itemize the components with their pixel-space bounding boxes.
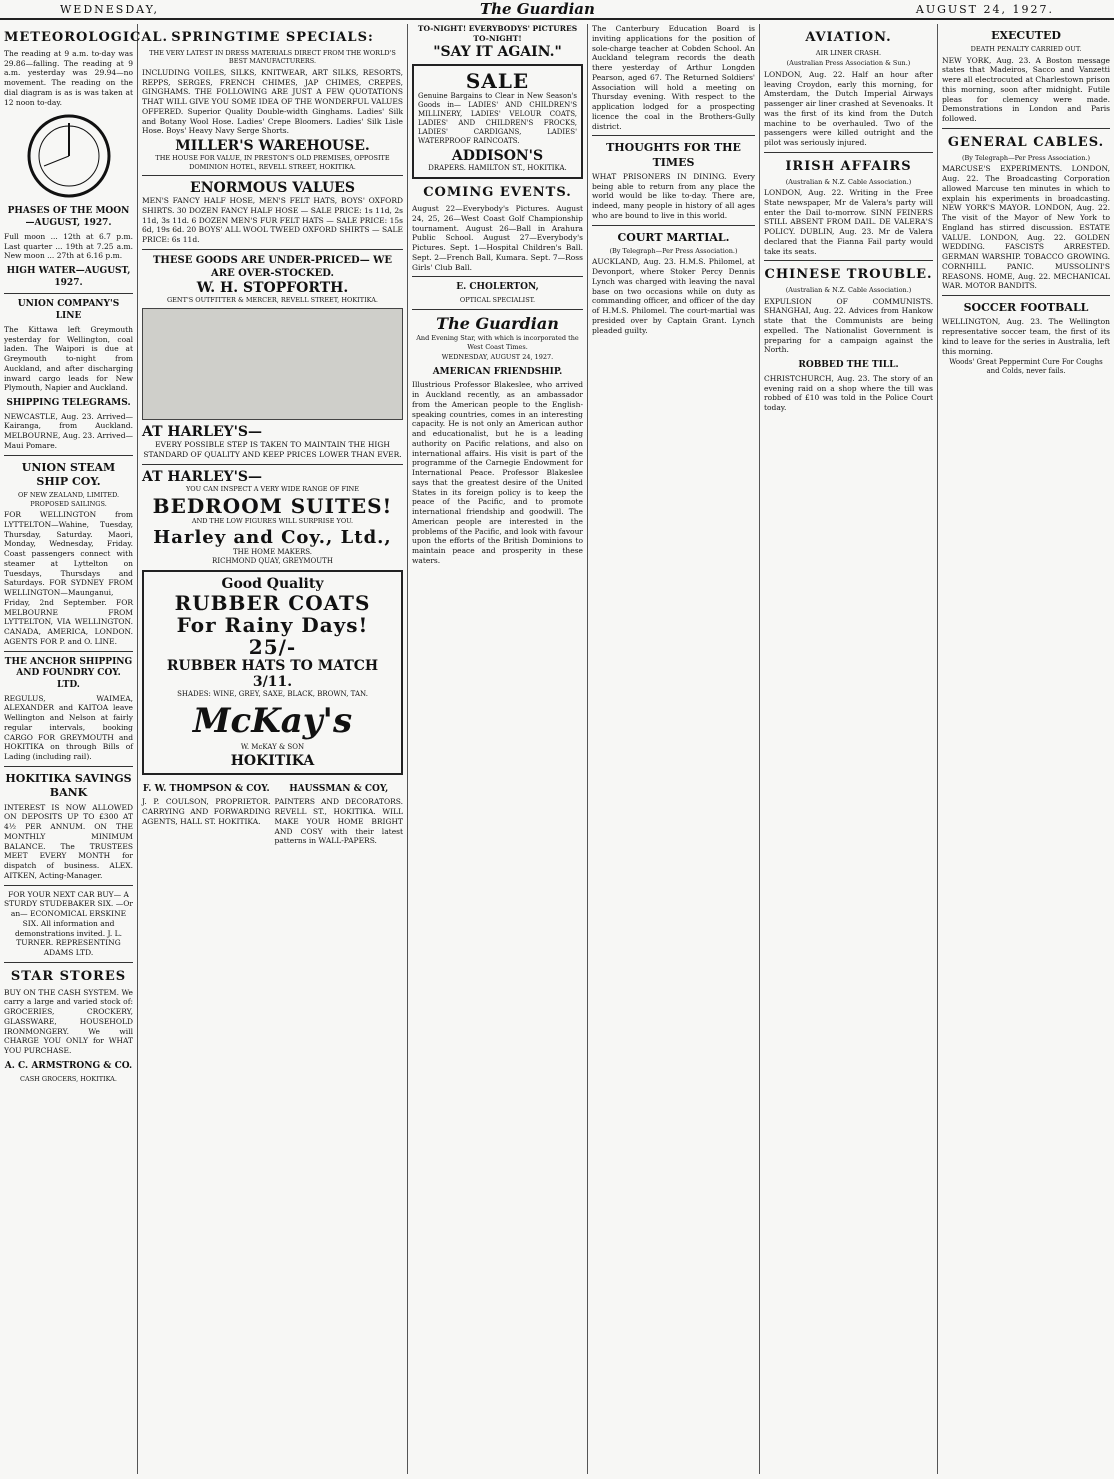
haussman-name: HAUSSMAN & COY, — [289, 783, 389, 794]
irish-affairs-source: (Australian & N.Z. Cable Association.) — [785, 177, 912, 186]
column-1 — [0, 24, 169, 1474]
anchor-shipping-text: REGULUS, WAIMEA, ALEXANDER and KAITOA leave Wellington and Nelson at fairly regular intervals, booking CARGO FOR GREYMOUTH and HOKITIKA on through Bills of Lading (including rail). — [4, 693, 133, 762]
star-stores-title: STAR STORES — [10, 968, 127, 984]
general-cables-source: (By Telegraph—Per Press Association.) — [961, 153, 1091, 162]
optician-subtitle: OPTICAL SPECIALIST. — [459, 296, 536, 305]
executed-subtitle: DEATH PENALTY CARRIED OUT. — [970, 45, 1082, 54]
spring-specials-title: SPRINGTIME SPECIALS: — [171, 30, 374, 45]
harleys-text-1: EVERY POSSIBLE STEP IS TAKEN TO MAINTAIN THE HIGH STANDARD OF QUALITY AND KEEP PRICES LOWER THAN EVER. — [143, 440, 402, 460]
rainy-days: For Rainy Days! — [176, 613, 369, 637]
enormous-values-text: MEN'S FANCY HALF HOSE, MEN'S FELT HATS, BOYS' OXFORD SHIRTS. 30 DOZEN FANCY HALF HOSE — SALE PRICE: 1s 11d, 2s 11d, 3s 11d. 6 DOZEN MEN'S FUR FELT HATS — SALE PRICE: 15s 6d, 19s 6d. 20 BOYS' ALL WOOL TWEED OXFORD SHIRTS — SALE PRICE: 6s 11d. — [142, 196, 403, 245]
rubber-hats: RUBBER HATS TO MATCH — [166, 658, 379, 674]
column-3 — [408, 24, 588, 1474]
sale-text: Genuine Bargains to Clear in New Season's Goods in— LADIES' AND CHILDREN'S MILLINERY, LADIES' VELOUR COATS, LADIES' AND CHILDREN'S FROCKS, LADIES' CARDIGANS, LADIES' WATERPROOF RAINCOATS. — [418, 91, 577, 146]
court-martial-title: COURT MARTIAL. — [617, 230, 730, 244]
addisons-name: ADDISON'S — [451, 148, 544, 165]
robbed-till-title: ROBBED THE TILL. — [798, 360, 899, 371]
optician-name: E. CHOLERTON, — [456, 282, 539, 293]
chinese-trouble-text: EXPULSION OF COMMUNISTS. SHANGHAI, Aug. 22. Advices from Hankow state that the Communists are being expelled. The Nationalist Government is preparing for a campaign against the North. — [764, 296, 933, 355]
thoughts-text: WHAT PRISONERS IN DINING. Every being able to return from any place the world would be like to-day. There are, indeed, many people in history of all ages who are bound to live in this world. — [592, 171, 755, 220]
general-cables-title: GENERAL CABLES. — [947, 134, 1105, 150]
rubber-coats: RUBBER COATS — [174, 591, 371, 615]
say-it-again: "SAY IT AGAIN." — [433, 43, 562, 60]
masthead — [0, 0, 1114, 20]
furniture-illustration — [142, 308, 403, 420]
harley-home-makers: THE HOME MAKERS. — [232, 547, 313, 556]
star-stores-text: BUY ON THE CASH SYSTEM. We carry a large and varied stock of: GROCERIES, CROCKERY, GLASSWARE, HOUSEHOLD IRONMONGERY. We will CHARGE YOU ONLY for WHAT YOU PURCHASE. — [4, 987, 133, 1056]
aviation-text: LONDON, Aug. 22. Half an hour after leaving Croydon, early this morning, for Amsterdam, the Dutch Imperial Airways passenger air liner crashed at Sevenoaks. It was the first of its kind from the Dutch machine to be overhauled. Two of the passengers were killed outright and the pilot was seriously injured. — [764, 69, 933, 148]
studebaker-ad: FOR YOUR NEXT CAR BUY— A STURDY STUDEBAKER SIX. —Or an— ECONOMICAL ERSKINE SIX. All information and demonstrations invited. J. L. TURNER. REPRESENTING ADAMS LTD. — [4, 889, 133, 958]
editorial-text: Illustrious Professor Blakeslee, who arrived in Auckland recently, as an ambassador from the American people to the English-speaking countries, comes in an interesting capacity. He is not only an American author and educationalist, but he is a leading authority on Pacific relations, and also on international affairs. His visit is part of the programme of the Carnegie Endowment for International Peace. Professor Blakeslee says that the greatest desire of the United States in its foreign policy is to keep the peace of the Pacific, and to promote international friendship and goodwill. The American people are interested in the problems of the Pacific, and look with favour upon the efforts of the British Dominions to maintain peace and prosperity in these waters. — [412, 380, 583, 565]
mckay-son: W. McKAY & SON — [240, 743, 305, 752]
masthead-date: AUGUST 24, 1927. — [915, 2, 1054, 16]
rubber-coats-ad — [142, 570, 403, 775]
thoughts-title: THOUGHTS FOR THE TIMES — [606, 141, 741, 169]
irish-affairs-title: IRISH AFFAIRS — [785, 158, 912, 174]
column-2 — [138, 24, 408, 1474]
savings-bank-title: HOKITIKA SAVINGS BANK — [5, 771, 132, 800]
coat-price: 25/- — [248, 635, 297, 659]
executed-title: EXECUTED — [991, 29, 1061, 42]
stopforth-subtitle: GENT'S OUTFITTER & MERCER, REVELL STREET, HOKITIKA. — [166, 295, 378, 304]
harley-company-name: Harley and Coy., Ltd., — [153, 526, 392, 548]
union-steam-ship-text: FOR WELLINGTON from LYTTELTON—Wahine, Tuesday, Thursday, Saturday. Maori, Monday, Wednesday, Friday. Coast passengers connect with steamer at Lyttelton on Tuesdays, Thursdays and Saturdays. FOR SYDNEY FROM WELLINGTON—Maunganui, Friday, 2nd September. FOR MELBOURNE FROM LYTTELTON, VIA WELLINGTON. CANADA, AMERICA, LONDON. AGENTS FOR P. and O. LINE. — [4, 510, 133, 646]
addisons-sale-ad — [412, 64, 583, 180]
coming-events-title: COMING EVENTS. — [423, 185, 572, 201]
column-6 — [938, 24, 1114, 1474]
thompson-name: F. W. THOMPSON & COY. — [142, 783, 270, 794]
high-water-title: HIGH WATER—AUGUST, 1927. — [6, 266, 131, 288]
peppermint-cure-ad: Woods' Great Peppermint Cure For Coughs and Colds, never fails. — [949, 358, 1103, 376]
bedroom-suites-subtitle: AND THE LOW FIGURES WILL SURPRISE YOU. — [191, 517, 354, 526]
sale-title: SALE — [465, 68, 530, 93]
local-news-text: The Canterbury Education Board is inviting applications for the position of sole-charge teacher at Cobden School. An Auckland telegram records the death there yesterday of Arthur Longden Pearson, aged 67. The Returned Soldiers' Association will hold a meeting on Thursday evening. With respect to the application lodged for a prospecting licence the coal in the Brothers-Gully district. — [592, 24, 755, 131]
soccer-title: SOCCER FOOTBALL — [963, 301, 1089, 315]
hats-price: 3/11. — [252, 674, 293, 691]
union-steam-ship-title: UNION STEAM SHIP COY. — [21, 460, 116, 488]
union-line-text: The Kittawa left Greymouth yesterday for Wellington, coal laden. The Waipori is due at Greymouth to-night from Auckland, and after discharging inward cargo leads for New Plymouth, Napier and Auckland. — [4, 324, 133, 393]
aviation-subtitle: AIR LINER CRASH. — [815, 48, 882, 57]
masthead-day: WEDNESDAY, — [60, 2, 160, 16]
robbed-till-text: CHRISTCHURCH, Aug. 23. The story of an evening raid on a shop where the till was robbed of £10 was told in the Police Court today. — [764, 373, 933, 413]
chinese-trouble-source: (Australian & N.Z. Cable Association.) — [785, 286, 912, 295]
mckay-town: HOKITIKA — [230, 752, 315, 769]
coming-events-text: August 22—Everybody's Pictures. August 24, 25, 26—West Coast Golf Championship tournament. August 26—Ball in Arahura Public School. August 27—Everybody's Pictures. Sept. 1—Hospital Children's Ball. Sept. 2—French Ball, Kumara. Sept. 7—Ross Girls' Club Ball. — [412, 204, 583, 272]
bedroom-suites: BEDROOM SUITES! — [152, 494, 393, 519]
barometer-dial-icon — [24, 111, 114, 201]
anchor-shipping-title: THE ANCHOR SHIPPING AND FOUNDRY COY. LTD. — [4, 656, 133, 691]
harleys-heading-1: AT HARLEY'S— — [142, 424, 263, 441]
spring-specials-subtitle: THE VERY LATEST IN DRESS MATERIALS DIRECT FROM THE WORLD'S BEST MANUFACTURERS. — [149, 48, 396, 66]
masthead-paper-name: The Guardian — [479, 0, 595, 18]
irish-affairs-text: LONDON, Aug. 22. Writing in the Free State newspaper, Mr de Valera's party will enter the Dail to-morrow. SINN FEINERS STILL ABSENT FROM DAIL. DE VALERA'S POLICY. DUBLIN, Aug. 23. Mr de Valera declared that the Fianna Fail party would take its seats. — [764, 188, 933, 256]
armstrong-name: A. C. ARMSTRONG & CO. — [4, 1060, 133, 1071]
meteorological-text: The reading at 9 a.m. to-day was 29.86—falling. The reading at 9 a.m. yesterday was 29.94—no movement. The reading on the dial diagram is as is was taken at 12 noon to-day. — [4, 48, 133, 107]
guardian-subtitle: And Evening Star, with which is incorporated the West Coast Times. — [416, 334, 579, 351]
meteorological-title: METEOROLOGICAL. — [4, 30, 169, 45]
harleys-heading-2: AT HARLEY'S— — [142, 468, 263, 485]
pictures-tonight: TO-NIGHT! EVERYBODYS' PICTURES TO-NIGHT! — [417, 24, 578, 43]
shades: SHADES: WINE, GREY, SAXE, BLACK, BROWN, TAN. — [177, 690, 368, 699]
union-line-title: UNION COMPANY'S LINE — [17, 299, 120, 322]
armstrong-subtitle: CASH GROCERS, HOKITIKA. — [20, 1074, 117, 1083]
thompson-text: J. P. COULSON, PROPRIETOR. CARRYING AND FORWARDING AGENTS, HALL ST. HOKITIKA. — [142, 797, 271, 826]
millers-subtitle: THE HOUSE FOR VALUE, IN PRESTON'S OLD PREMISES, OPPOSITE DOMINION HOTEL, REVELL STREET, HOKITIKA. — [155, 154, 390, 171]
editorial-title: AMERICAN FRIENDSHIP. — [432, 366, 563, 377]
millers-warehouse: MILLER'S WAREHOUSE. — [175, 138, 370, 155]
shipping-telegrams-text: NEWCASTLE, Aug. 23. Arrived—Kairanga, from Auckland. MELBOURNE, Aug. 23. Arrived—Maui Pomare. — [4, 411, 133, 450]
haussman-text: PAINTERS AND DECORATORS. REVELL ST., HOKITIKA. WILL MAKE YOUR HOME BRIGHT AND COSY with their latest patterns in WALL-PAPERS. — [274, 797, 403, 846]
executed-text: NEW YORK, Aug. 23. A Boston message states that Madeiros, Sacco and Vanzetti were all electrocuted at Charlestown prison this morning, soon after midnight. Futile pleas for clemency were made. Demonstrations in London and Paris followed. — [942, 55, 1110, 124]
shipping-telegrams-title: SHIPPING TELEGRAMS. — [6, 398, 131, 409]
savings-bank-text: INTEREST IS NOW ALLOWED ON DEPOSITS UP TO £300 AT 4½ PER ANNUM. ON THE MONTHLY MINIMUM BALANCE. The TRUSTEES MEET EVERY MONTH for dispatch of business. ALEX. AITKEN, Acting-Manager. — [4, 802, 133, 880]
chinese-trouble-title: CHINESE TROUBLE. — [764, 267, 933, 283]
union-steam-ship-subtitle: OF NEW ZEALAND, LIMITED. PROPOSED SAILINGS. — [17, 491, 120, 508]
column-5 — [760, 24, 938, 1474]
harley-address: RICHMOND QUAY, GREYMOUTH — [212, 556, 333, 565]
enormous-values: ENORMOUS VALUES — [190, 179, 355, 196]
column-4 — [588, 24, 760, 1474]
under-priced-notice: THESE GOODS ARE UNDER-PRICED— WE ARE OVER-STOCKED. — [152, 254, 393, 279]
soccer-text: WELLINGTON, Aug. 23. The Wellington representative soccer team, the first of its kind to leave for the series in Australia, left this morning. — [942, 317, 1110, 356]
court-martial-source: (By Telegraph—Per Press Association.) — [609, 246, 738, 255]
guardian-date: WEDNESDAY, AUGUST 24, 1927. — [441, 353, 554, 362]
general-cables-text: MARCUSE'S EXPERIMENTS. LONDON, Aug. 22. The Broadcasting Corporation allowed Marcuse ten minutes in which to explain his experiments in broadcasting. NEW YORK'S MAYOR. LONDON, Aug. 22. The visit of the Mayor of New York to England has stirred discussion. ESTATE VALUE. LONDON, Aug. 22. GOLDEN WEDDING. FASCISTS ARRESTED. GERMAN WARSHIP. TOBACCO GROWING. CORNHILL PANIC. MUSSOLINI'S REASONS. HOME, Aug. 22. MECHANICAL WAR. MOTOR BANDITS. — [942, 164, 1110, 291]
addisons-subtitle: DRAPERS. HAMILTON ST., HOKITIKA. — [428, 164, 567, 173]
harleys-subtitle-2: YOU CAN INSPECT A VERY WIDE RANGE OF FINE — [185, 485, 359, 494]
mckays-logo: McKay's — [192, 701, 353, 742]
guardian-heading: The Guardian — [436, 313, 559, 333]
court-martial-text: AUCKLAND, Aug. 23. H.M.S. Philomel, at Devonport, where Stoker Percy Dennis Lynch was charged with leaving the naval base on two occasions while on duty as commanding officer, and officer of the day of H.M.S. Philomel. The court-martial was presided over by Captain Grant. Lynch pleaded guilty. — [592, 257, 755, 335]
moon-phases-title: PHASES OF THE MOON—AUGUST, 1927. — [7, 206, 130, 229]
good-quality: Good Quality — [221, 575, 324, 592]
stopforth-name: W. H. STOPFORTH. — [196, 279, 349, 296]
moon-phases-text: Full moon ... 12th at 6.7 p.m. Last quarter ... 19th at 7.25 a.m. New moon ... 27th at 6.16 p.m. — [4, 231, 133, 261]
aviation-source: (Australian Press Association & Sun.) — [786, 59, 911, 68]
aviation-title: AVIATION. — [805, 30, 892, 45]
spring-specials-text: INCLUDING VOILES, SILKS, KNITWEAR, ART SILKS, RESORTS, REPPS, SERGES, FRENCH CHIMES, JAP CHIMES, CREPES, GINGHAMS. THE FOLLOWING ARE JUST A FEW QUOTATIONS THAT WILL GIVE YOU SOME IDEA OF THE WONDERFUL VALUES OFFERED. Superior Quality Double-width Ginghams. Ladies' Silk and Botany Wool Hose. Ladies' Crepe Bloomers. Ladies' Silk Lisle Hose. Boys' Heavy Navy Serge Shorts. — [142, 67, 403, 136]
